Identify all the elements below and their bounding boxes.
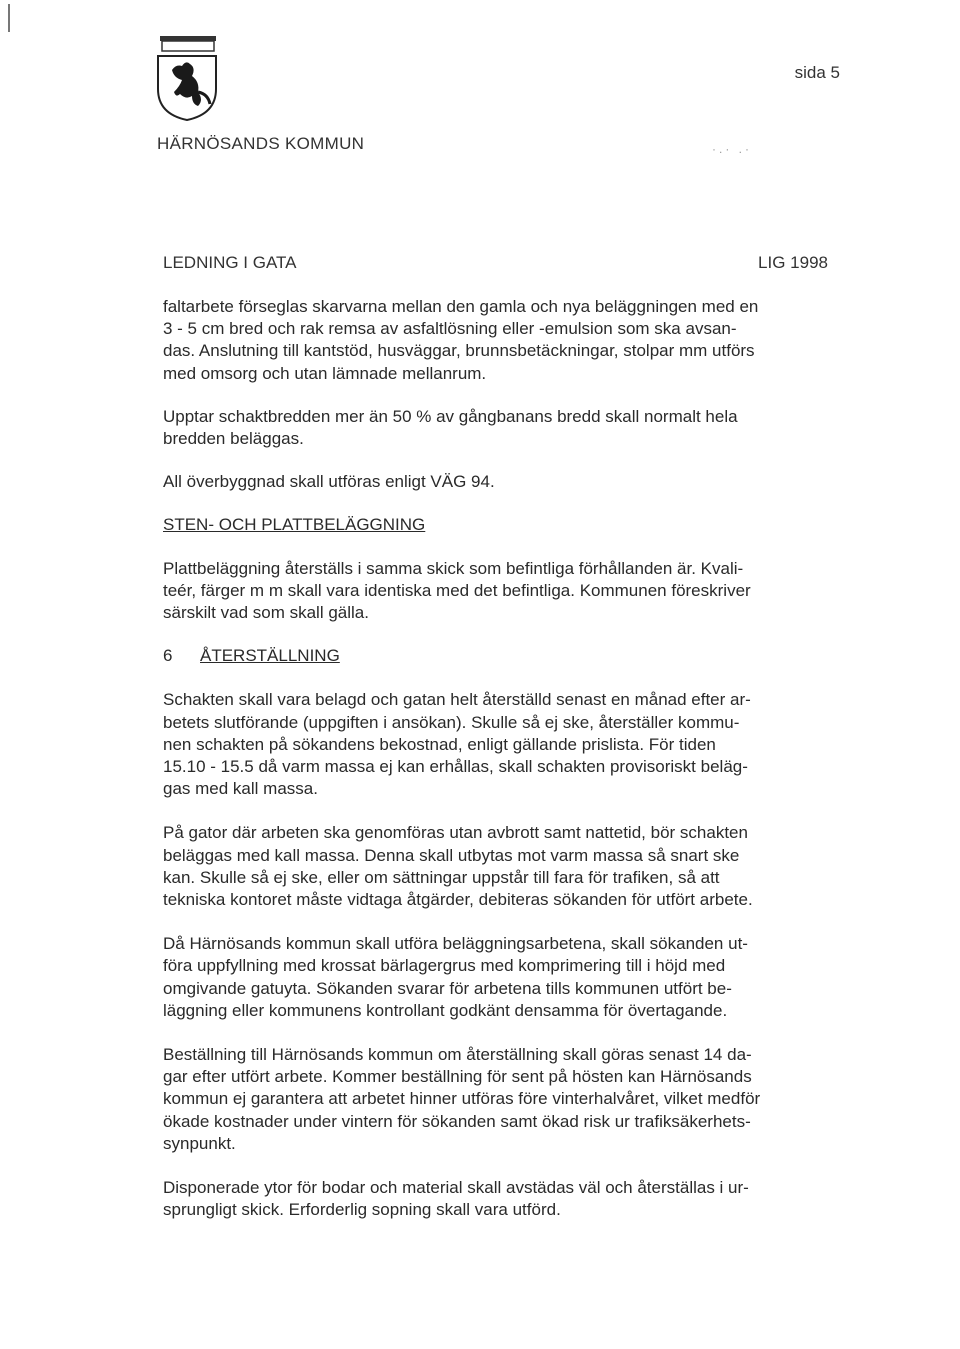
scan-mark: [8, 4, 10, 32]
section-title: ÅTERSTÄLLNING: [200, 646, 340, 666]
document-code: LIG 1998: [758, 253, 828, 272]
paragraph: All överbyggnad skall utföras enligt VÄG 94.: [163, 472, 495, 492]
paragraph: Disponerade ytor för bodar och material skall avstädas väl och återställas i ur- sprungligt skick. Erforderlig sopning skall vara utförd.: [163, 1178, 749, 1220]
section-heading: STEN- OCH PLATTBELÄGGNING: [163, 515, 426, 535]
scan-specks: ·.· .·: [712, 142, 752, 156]
document-body: [163, 296, 838, 1222]
paragraph: Då Härnösands kommun skall utföra beläggningsarbetena, skall sökanden ut- föra uppfyllning med krossat bärlagergrus med komprimering till i höjd med omgivande gatuyta. Sökanden svarar för arbetena tills kommunen utfört be- läggning eller kommunens kontrollant godkänt densamma för övertagande.: [163, 934, 748, 1020]
paragraph: På gator där arbeten ska genomföras utan avbrott samt nattetid, bör schakten beläggas med kall massa. Denna skall utbytas mot varm massa så snart ske kan. Skulle så ej ske, eller om sättningar uppstår till fara för trafiken, så att tekniska kontoret måste vidtaga åtgärder, debiteras sökanden för utfört arbete.: [163, 823, 753, 910]
page-number: sida 5: [794, 63, 840, 82]
section-number: 6: [163, 646, 173, 666]
organization-name: HÄRNÖSANDS KOMMUN: [157, 134, 365, 153]
paragraph: Upptar schaktbredden mer än 50 % av gångbanans bredd skall normalt hela bredden beläggas.: [163, 406, 738, 449]
section-6-heading: [163, 645, 838, 667]
paragraph: Beställning till Härnösands kommun om återställning skall göras senast 14 da- gar efter utfört arbete. Kommer beställning för sent på hösten kan Härnösands kommun ej garantera att arbetet hinner utföras före vinterhalvåret, vilket medför ökade kostnader under vintern för sökanden samt ökad risk ur trafiksäkerhets- synpunkt.: [163, 1045, 761, 1153]
paragraph: Plattbeläggning återställs i samma skick som befintliga förhållanden är. Kvali- teér, färger m m skall vara identiska med det befintliga. Kommunen föreskriver särskilt vad som skall gälla.: [163, 558, 751, 623]
coat-of-arms-icon: [152, 34, 222, 122]
paragraph: faltarbete förseglas skarvarna mellan den gamla och nya beläggningen med en 3 - 5 cm bred och rak remsa av asfaltlösning eller -emulsion som ska avsan- das. Anslutning till kantstöd, husväggar, brunnsbetäckningar, stolpar mm utförs med omsorg och utan lämnade mellanrum.: [163, 297, 759, 383]
paragraph: Schakten skall vara belagd och gatan helt återställd senast en månad efter ar- betets slutförande (uppgiften i ansökan). Skulle så ej ske, återställer kommu- nen schakten på sökandens bekostnad, enligt gällande prislista. För tiden 15.10 - 15.5 då varm massa ej kan erhållas, skall schakten provisoriskt beläg- gas med kall massa.: [163, 690, 751, 799]
document-title: LEDNING I GATA: [163, 253, 297, 272]
